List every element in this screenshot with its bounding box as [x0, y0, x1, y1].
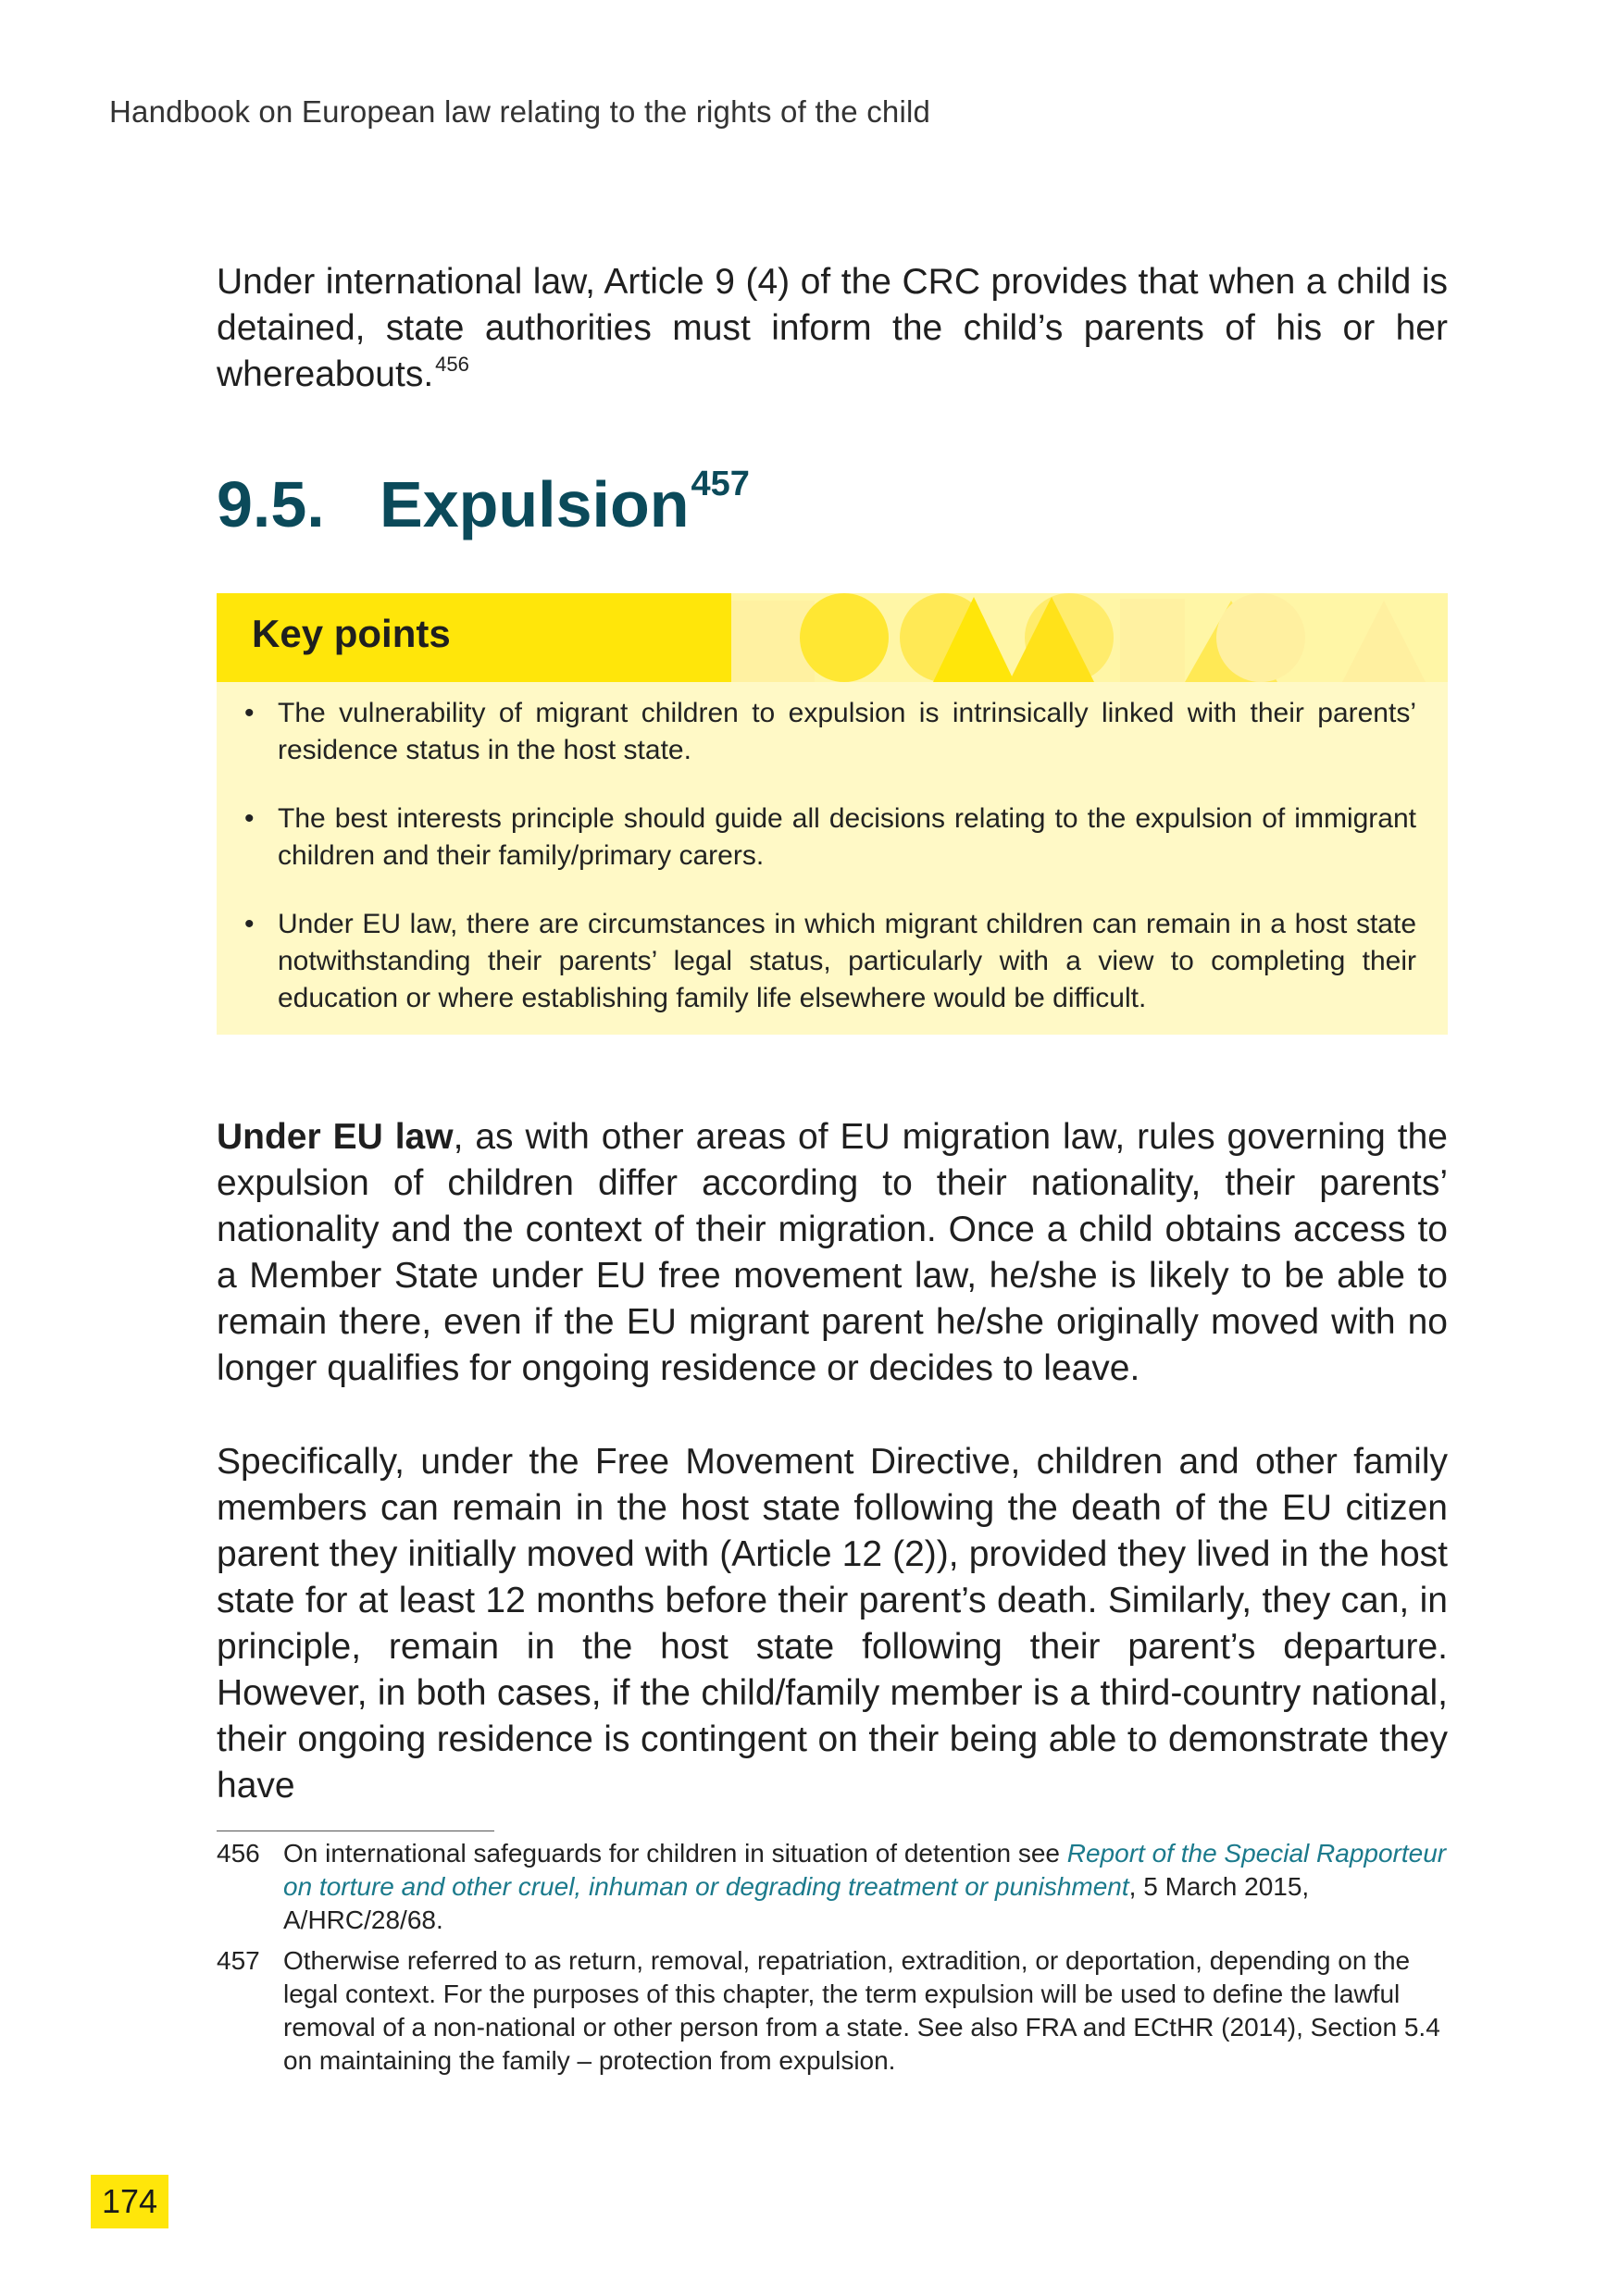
section-heading — [217, 463, 750, 546]
paragraph-lead: Under EU law — [217, 1117, 454, 1157]
intro-text: Under international law, Article 9 (4) of the CRC provides that when a child is detained, state authorities must inform the child’s parents of his or her whereabouts. — [217, 262, 1448, 394]
body-paragraph-free-movement: Specifically, under the Free Movement Directive, children and other family members can remain in the host state following the death of the EU citizen parent they initially moved with (Article 12 (2)), provided they lived in the host state for at least 12 months before their parent’s death. Similarly, they can, in principle, remain in the host state following their parent’s departure. However, in both cases, if the child/family member is a third-country national, their ongoing residence is contingent on their being able to demonstrate they have — [217, 1442, 1448, 1806]
bullet-icon: • — [244, 803, 255, 834]
key-points-box — [217, 593, 1448, 1035]
footnote-ref-457[interactable]: 457 — [691, 465, 750, 503]
bullet-icon: • — [244, 909, 255, 939]
body-paragraph-eu-law — [217, 1114, 1448, 1392]
footnote-number: 456 — [217, 1839, 260, 1868]
decorative-shapes-icon — [731, 593, 1448, 682]
footnote-text: Otherwise referred to as return, removal, repatriation, extradition, or deportation, depending on the legal context. For the purposes of this chapter, the term expulsion will be used to define the lawful removal of a non-national or other person from a state. See also FRA and ECtHR (2014), Section 5.4 on maintaining the family – protection from expulsion. — [283, 1946, 1440, 2075]
key-point-item — [241, 906, 1416, 1017]
key-point-item — [241, 695, 1416, 769]
intro-paragraph — [217, 259, 1448, 398]
key-point-item — [241, 800, 1416, 875]
footnote-text-after: , 5 March 2015, A/HRC/28/68. — [283, 1872, 1310, 1934]
running-header: Handbook on European law relating to the rights of the child — [109, 94, 931, 129]
footnote-text-before: On international safeguards for children in situation of detention see — [283, 1839, 1067, 1868]
key-points-list — [241, 695, 1416, 1049]
key-point-text: Under EU law, there are circumstances in which migrant children can remain in a host state notwithstanding their parents’ legal status, particularly with a view to completing their education or where establishing family life elsewhere would be difficult. — [278, 909, 1416, 1013]
footnote-number: 457 — [217, 1946, 260, 1975]
footnote-ref-456[interactable]: 456 — [435, 353, 469, 376]
footnote-456 — [217, 1837, 1448, 1937]
footnote-457 — [217, 1944, 1448, 2078]
bullet-icon: • — [244, 698, 255, 728]
key-points-title: Key points — [252, 612, 451, 655]
key-points-title-box — [217, 593, 731, 682]
key-points-header-bar — [217, 593, 1448, 682]
key-point-text: The best interests principle should guide all decisions relating to the expulsion of immigrant children and their family/primary carers. — [278, 803, 1416, 871]
section-title: Expulsion — [380, 468, 690, 540]
page-number: 174 — [91, 2175, 168, 2228]
footnote-text — [283, 1837, 1448, 1937]
section-number: 9.5. — [217, 468, 325, 540]
key-point-text: The vulnerability of migrant children to expulsion is intrinsically linked with their parents’ residence status in the host state. — [278, 698, 1416, 765]
paragraph-text: , as with other areas of EU migration law, rules governing the expulsion of children differ according to their nationality, their parents’ nationality and the context of their migration. Once a child obtains access to a Member State under EU free movement law, he/she is likely to be able to remain there, even if the EU migrant parent he/she originally moved with no longer qualifies for ongoing residence or decides to leave. — [217, 1117, 1448, 1388]
footnote-link[interactable]: Report of the Special Rapporteur on torture and other cruel, inhuman or degrading treatment or punishment — [283, 1839, 1447, 1901]
